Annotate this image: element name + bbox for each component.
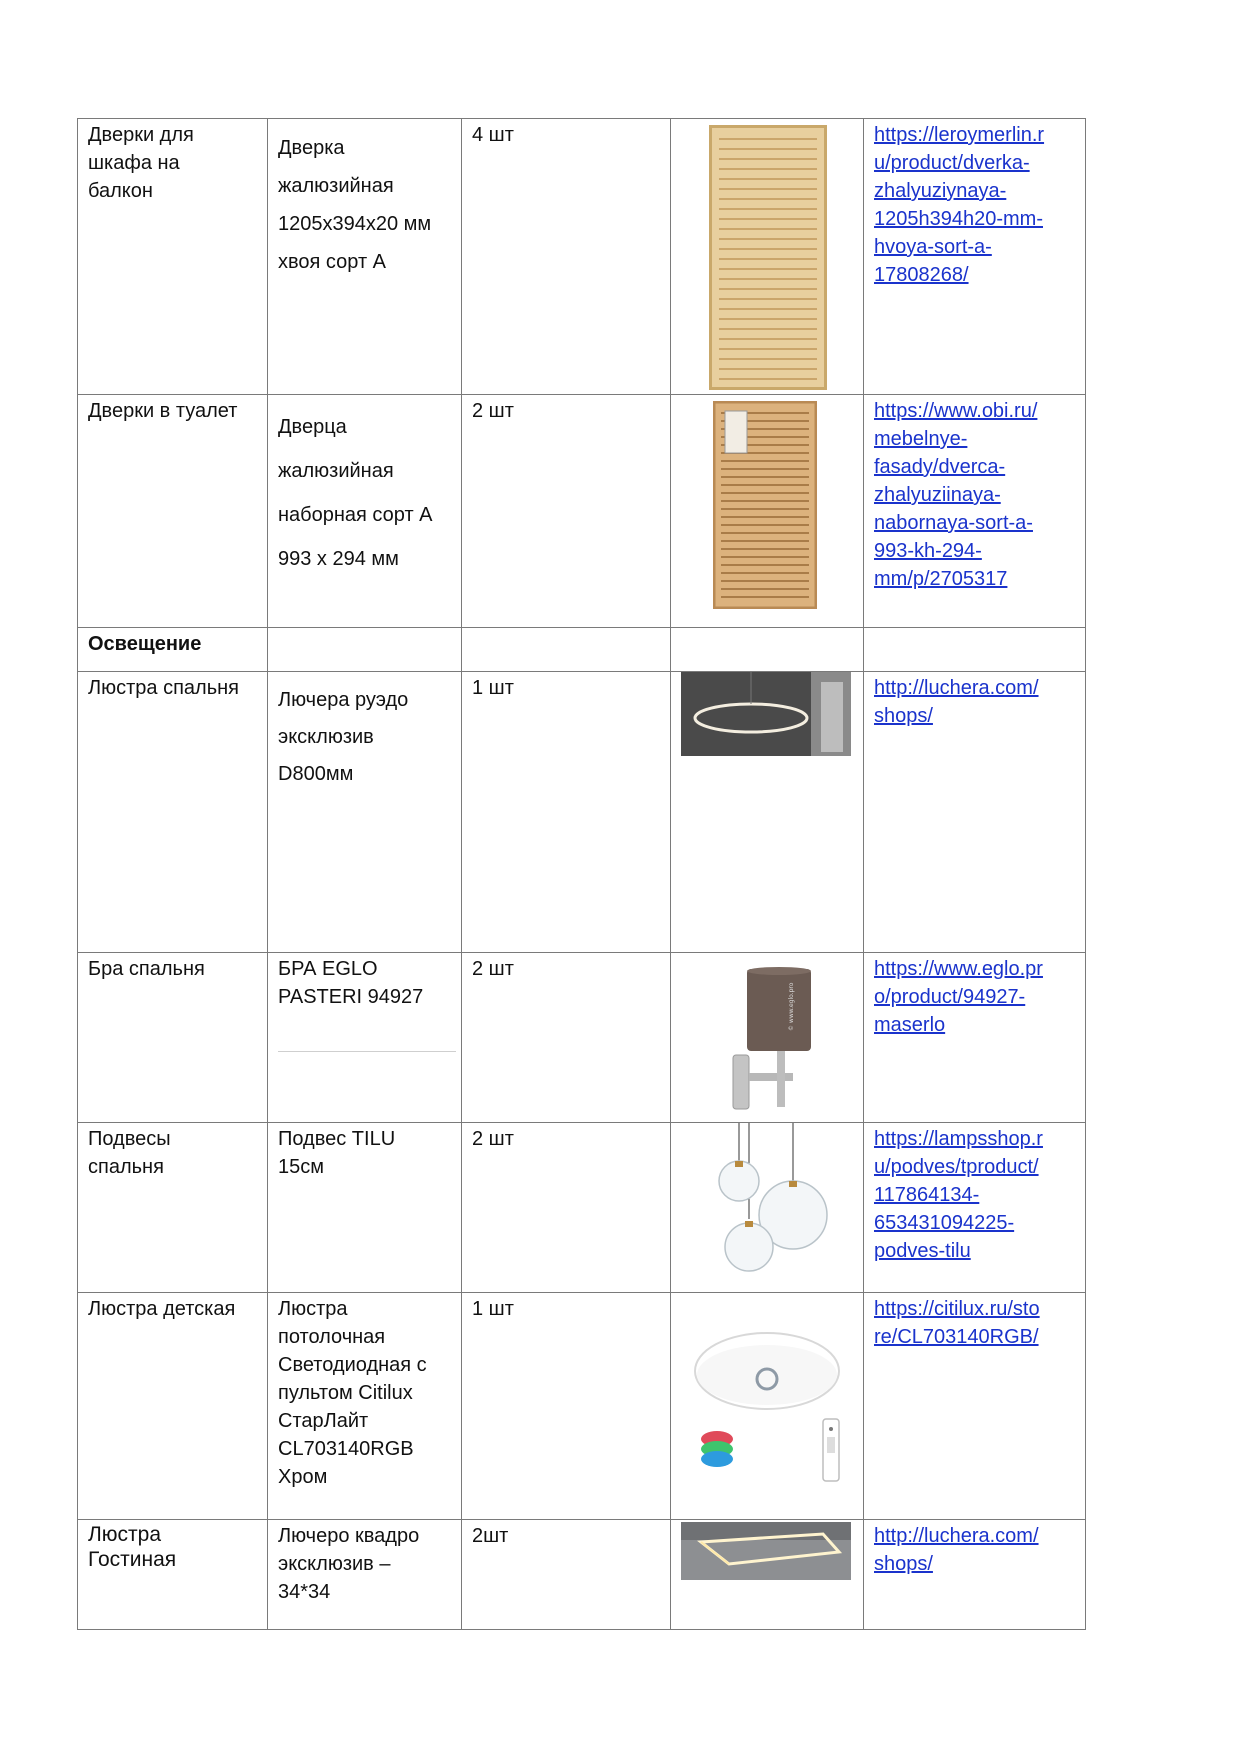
- item-desc-line: 993 х 294 мм: [278, 548, 399, 570]
- item-name-cell: [78, 1293, 268, 1520]
- item-name: Люстра детская: [88, 1298, 236, 1320]
- table-row: [78, 119, 1086, 395]
- item-desc-line: БРА EGLO: [278, 958, 378, 980]
- item-desc-line: СтарЛайт: [278, 1410, 369, 1432]
- item-link[interactable]: nabornaya-sort-a-: [874, 512, 1033, 534]
- item-image-cell: [671, 953, 864, 1123]
- item-link[interactable]: shops/: [874, 705, 933, 727]
- item-image-cell: [671, 1123, 864, 1293]
- item-desc-line: Дверца: [278, 416, 347, 438]
- item-link[interactable]: zhalyuziynaya-: [874, 180, 1007, 202]
- item-desc-line: эксклюзив: [278, 726, 374, 748]
- item-name-cell: [78, 1123, 268, 1293]
- empty-cell: [268, 628, 462, 672]
- table-row: [78, 1520, 1086, 1630]
- item-qty-cell: [462, 1123, 671, 1293]
- item-name-cell: [78, 672, 268, 953]
- item-name-line: Дверки для: [88, 124, 194, 146]
- section-title: Освещение: [88, 633, 202, 655]
- item-name-cell: [78, 953, 268, 1123]
- item-desc-cell: [268, 953, 462, 1123]
- item-desc-cell: [268, 1520, 462, 1630]
- square-chandelier-image: [681, 1522, 851, 1580]
- item-qty-cell: [462, 672, 671, 953]
- item-link[interactable]: fasady/dverca-: [874, 456, 1006, 478]
- item-link[interactable]: https://www.obi.ru/: [874, 400, 1038, 422]
- item-link[interactable]: mebelnye-: [874, 428, 968, 450]
- glass-pendants-image: [691, 1123, 841, 1283]
- item-qty: 2 шт: [472, 958, 514, 980]
- item-link[interactable]: http://luchera.com/: [874, 677, 1039, 699]
- item-link[interactable]: re/CL703140RGB/: [874, 1326, 1039, 1348]
- item-desc-cell: [268, 1123, 462, 1293]
- item-link[interactable]: shops/: [874, 1553, 933, 1575]
- table-row: [78, 395, 1086, 628]
- item-qty: 1 шт: [472, 677, 514, 699]
- louvered-door-pine-image: [709, 125, 827, 390]
- item-desc-line: эксклюзив –: [278, 1553, 391, 1575]
- item-qty-cell: [462, 1520, 671, 1630]
- item-qty: 2 шт: [472, 400, 514, 422]
- item-desc-line: хвоя сорт А: [278, 251, 386, 273]
- table-row: [78, 672, 1086, 953]
- item-link-cell: [864, 1293, 1086, 1520]
- item-name-cell: [78, 119, 268, 395]
- item-link[interactable]: hvoya-sort-a-: [874, 236, 992, 258]
- item-desc-cell: [268, 1293, 462, 1520]
- item-link[interactable]: https://lampsshop.r: [874, 1128, 1043, 1150]
- item-name-line: балкон: [88, 180, 153, 202]
- section-title-cell: [78, 628, 268, 672]
- item-link-cell: [864, 395, 1086, 628]
- item-name-line: Подвесы: [88, 1128, 171, 1150]
- item-desc-line: Дверка: [278, 137, 345, 159]
- ceiling-led-lamp-image: [685, 1323, 849, 1487]
- item-link[interactable]: https://leroymerlin.r: [874, 124, 1045, 146]
- item-name: Бра спальня: [88, 958, 205, 980]
- item-desc-line: наборная сорт А: [278, 504, 433, 526]
- item-link[interactable]: http://luchera.com/: [874, 1525, 1039, 1547]
- item-link[interactable]: o/product/94927-: [874, 986, 1026, 1008]
- item-desc-line: жалюзийная: [278, 460, 394, 482]
- table-row: [78, 1123, 1086, 1293]
- item-desc-cell: [268, 395, 462, 628]
- item-desc-line: пультом Citilux: [278, 1382, 413, 1404]
- item-qty: 2 шт: [472, 1128, 514, 1150]
- table-row: [78, 1293, 1086, 1520]
- item-desc-line: 34*34: [278, 1581, 331, 1603]
- item-link[interactable]: https://www.eglo.pr: [874, 958, 1043, 980]
- item-name-cell: [78, 395, 268, 628]
- spec-table: [77, 118, 1086, 1630]
- item-desc-line: 15см: [278, 1156, 324, 1178]
- item-link-cell: [864, 1123, 1086, 1293]
- item-link[interactable]: 117864134-: [874, 1184, 980, 1206]
- item-desc-line: D800мм: [278, 763, 354, 785]
- item-desc-line: Люстра: [278, 1298, 348, 1320]
- item-link-cell: [864, 119, 1086, 395]
- item-link-cell: [864, 1520, 1086, 1630]
- image-caption: © www.eglo.pro: [788, 982, 795, 1031]
- item-link[interactable]: u/podves/tproduct/: [874, 1156, 1039, 1178]
- table-row: [78, 953, 1086, 1123]
- item-desc-line: 1205х394х20 мм: [278, 213, 432, 235]
- wall-sconce-image: [713, 963, 823, 1113]
- item-link[interactable]: https://citilux.ru/sto: [874, 1298, 1040, 1320]
- item-image-cell: [671, 119, 864, 395]
- item-qty: 4 шт: [472, 124, 514, 146]
- louvered-door-obi-image: [713, 401, 817, 609]
- item-name: Дверки в туалет: [88, 400, 238, 422]
- divider: [278, 1051, 456, 1052]
- item-desc-line: Светодиодная с: [278, 1354, 427, 1376]
- item-image-cell: [671, 395, 864, 628]
- item-link-cell: [864, 672, 1086, 953]
- item-link-cell: [864, 953, 1086, 1123]
- item-link[interactable]: 653431094225-: [874, 1212, 1015, 1234]
- item-name: Люстра спальня: [88, 677, 240, 699]
- item-desc-line: Лючеро квадро: [278, 1525, 420, 1547]
- item-qty-cell: [462, 953, 671, 1123]
- item-image-cell: [671, 672, 864, 953]
- empty-cell: [671, 628, 864, 672]
- empty-cell: [462, 628, 671, 672]
- item-qty-cell: [462, 1293, 671, 1520]
- empty-cell: [864, 628, 1086, 672]
- item-desc-cell: [268, 672, 462, 953]
- item-desc-line: Подвес TILU: [278, 1128, 396, 1150]
- section-row: [78, 628, 1086, 672]
- item-image-cell: [671, 1520, 864, 1630]
- item-name-cell: [78, 1520, 268, 1630]
- ring-chandelier-image: [681, 672, 851, 756]
- item-link[interactable]: mm/p/2705317: [874, 568, 1008, 590]
- item-link[interactable]: u/product/dverka-: [874, 152, 1030, 174]
- item-desc-cell: [268, 119, 462, 395]
- item-link[interactable]: podves-tilu: [874, 1240, 971, 1262]
- item-desc-line: CL703140RGB: [278, 1438, 414, 1460]
- item-desc-line: PASTERI 94927: [278, 986, 424, 1008]
- item-desc-line: Хром: [278, 1466, 328, 1488]
- item-image-cell: [671, 1293, 864, 1520]
- item-qty-cell: [462, 119, 671, 395]
- item-name-line: шкафа на: [88, 152, 180, 174]
- item-qty-cell: [462, 395, 671, 628]
- item-desc-line: потолочная: [278, 1326, 386, 1348]
- item-qty: 1 шт: [472, 1298, 514, 1320]
- item-link[interactable]: 993-kh-294-: [874, 540, 982, 562]
- item-link[interactable]: maserlo: [874, 1014, 946, 1036]
- item-name-line: Гостиная: [88, 1548, 177, 1571]
- item-qty: 2шт: [472, 1525, 509, 1547]
- item-link[interactable]: 1205h394h20-mm-: [874, 208, 1043, 230]
- item-desc-line: жалюзийная: [278, 175, 394, 197]
- item-name-line: Люстра: [88, 1523, 162, 1546]
- item-link[interactable]: 17808268/: [874, 264, 969, 286]
- item-name-line: спальня: [88, 1156, 164, 1178]
- item-link[interactable]: zhalyuziinaya-: [874, 484, 1001, 506]
- item-desc-line: Лючера руэдо: [278, 689, 409, 711]
